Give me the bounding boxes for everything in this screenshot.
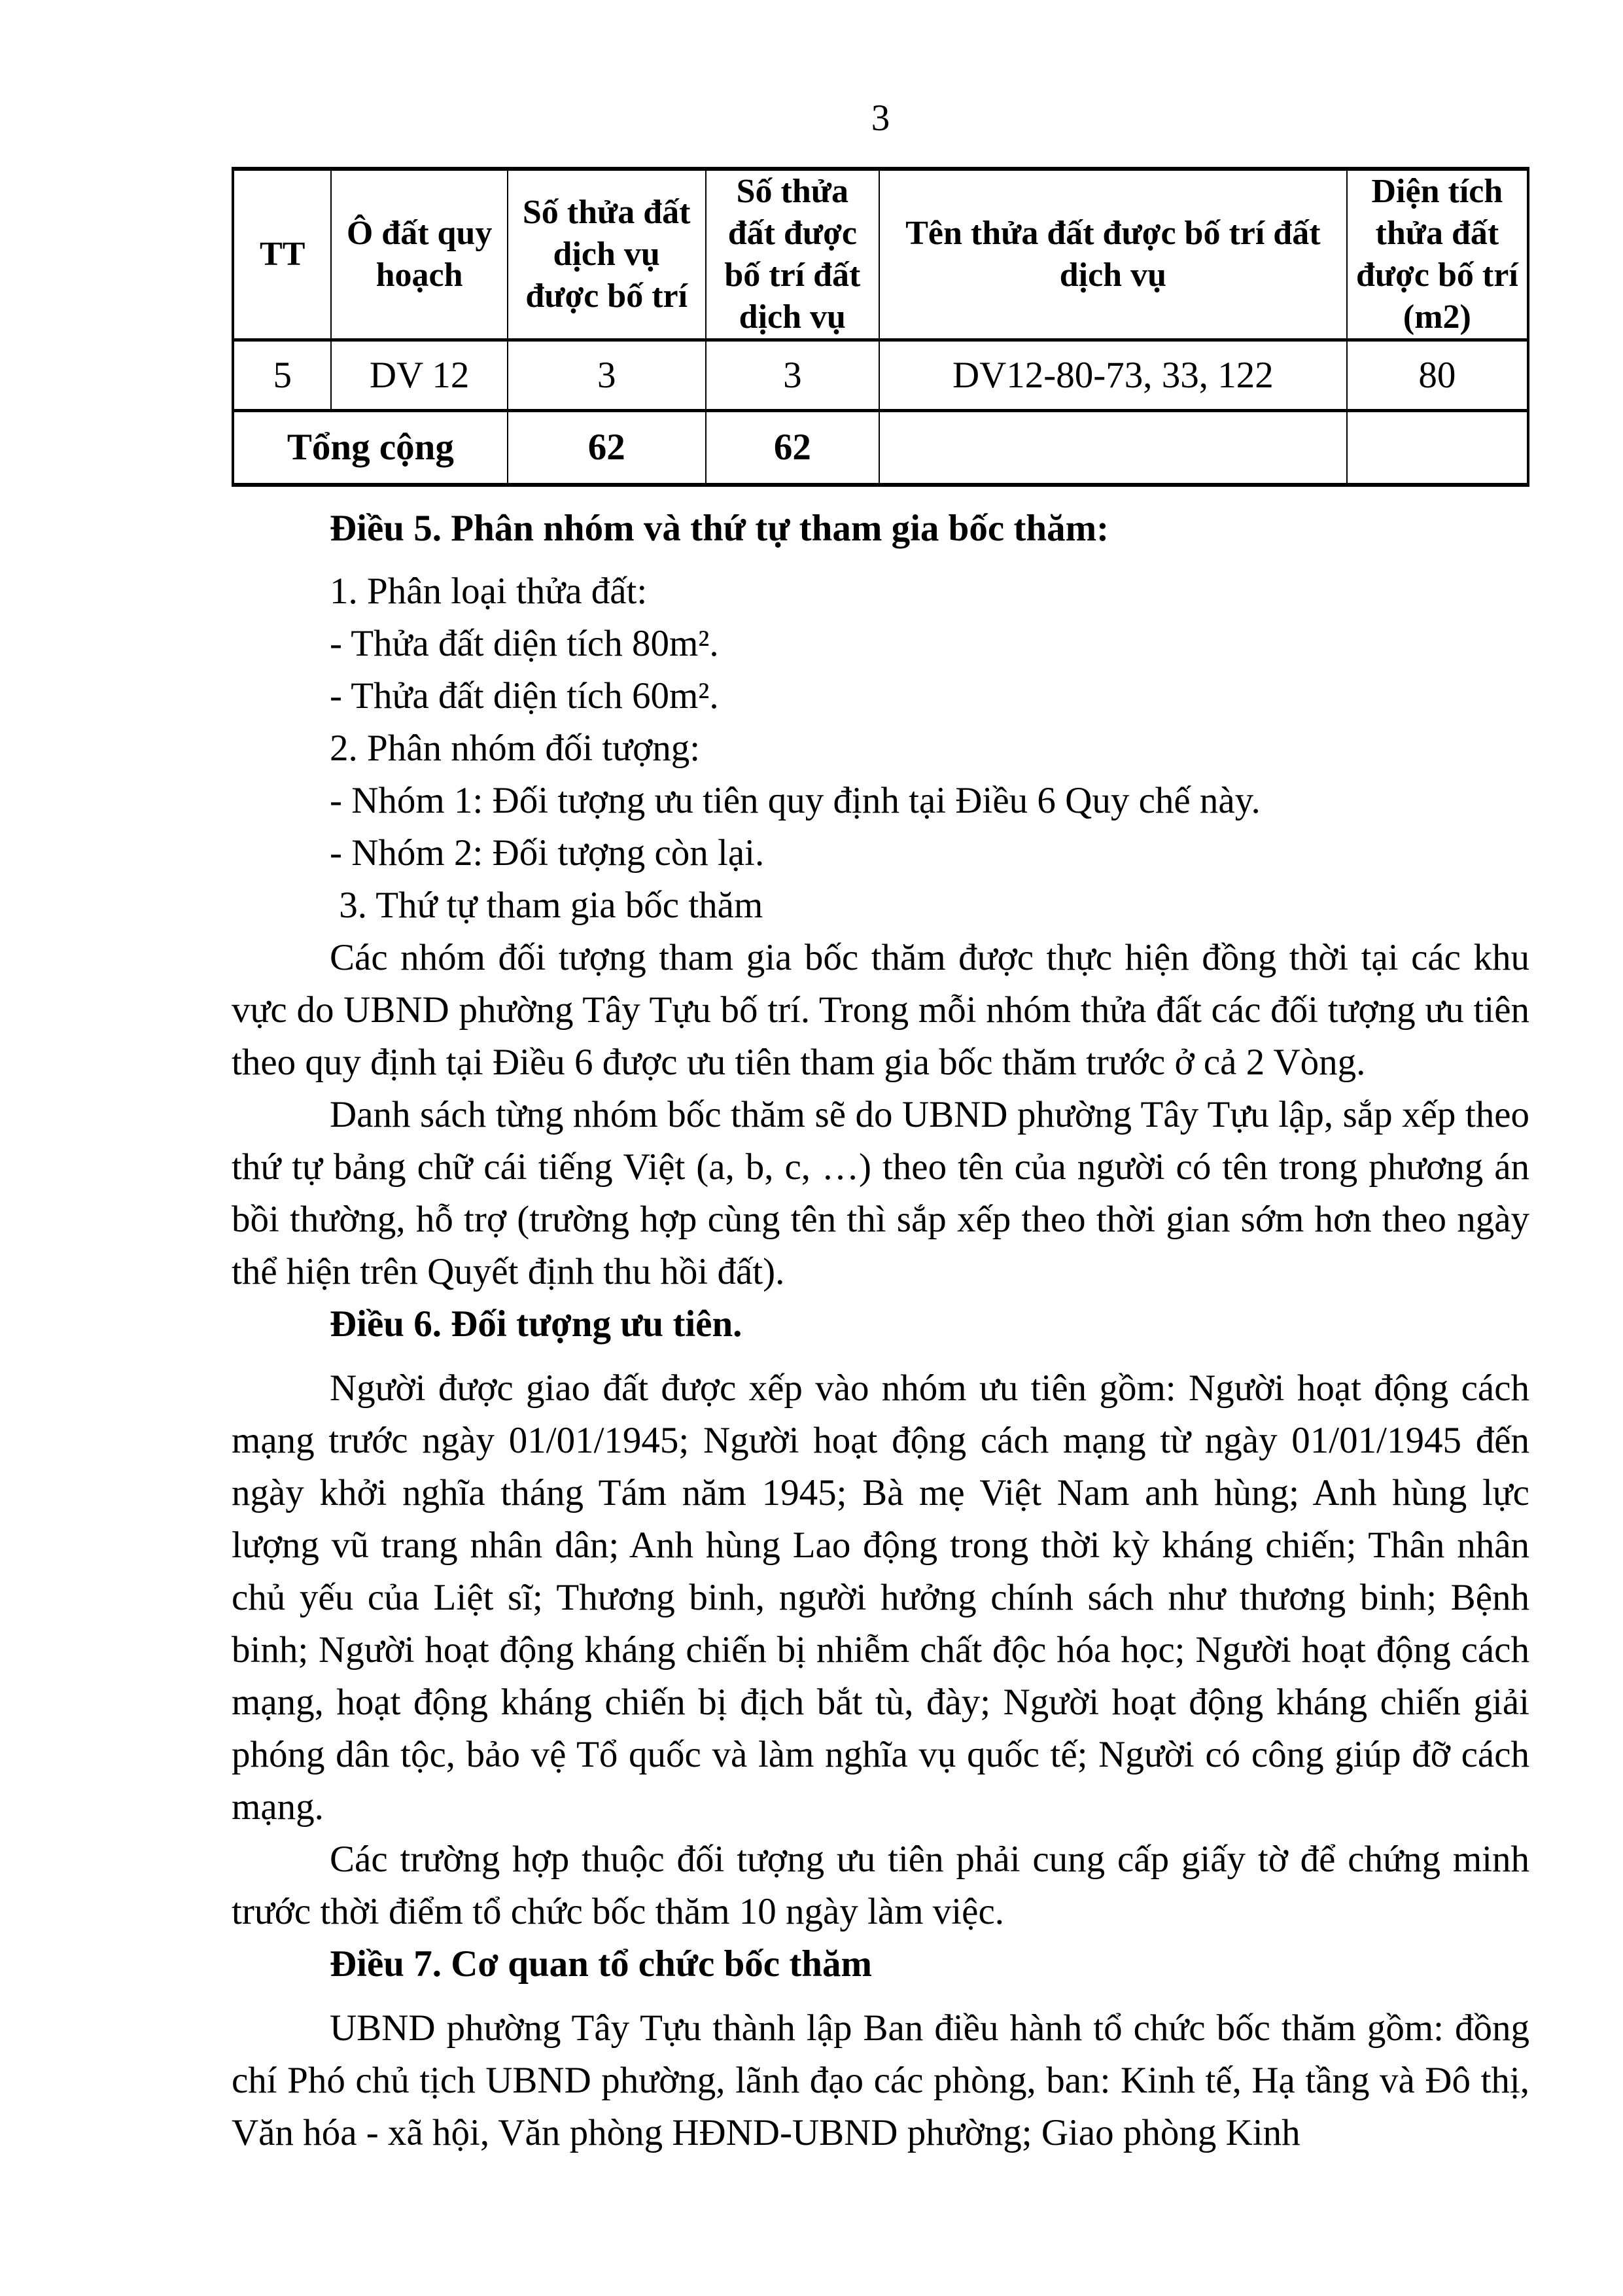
header-cell-o-dat-quy-hoach: Ô đất quy hoạch	[331, 169, 507, 340]
article-5-list	[330, 565, 1529, 932]
cell-o-dat-quy-hoach: DV 12	[331, 340, 507, 411]
article-5-item-1: 1. Phân loại thửa đất:	[330, 570, 648, 612]
article-5-item-5: - Nhóm 1: Đối tượng ưu tiên quy định tại Điều 6 Quy chế này.	[330, 779, 1261, 821]
article-5-item-2: - Thửa đất diện tích 80m².	[330, 622, 719, 664]
article-6-heading: Điều 6. Đối tượng ưu tiên.	[330, 1303, 742, 1345]
total-so-thua-dat-dich-vu: 62	[508, 411, 706, 485]
article-7-heading: Điều 7. Cơ quan tổ chức bốc thăm	[330, 1943, 872, 1985]
page-number: 3	[871, 97, 890, 139]
article-5-item-3: - Thửa đất diện tích 60m².	[330, 675, 719, 716]
article-7-paragraph-1: UBND phường Tây Tựu thành lập Ban điều hành tổ chức bốc thăm gồm: đồng chí Phó chủ tịch UBND phường, lãnh đạo các phòng, ban: Kinh tế, Hạ tầng và Đô thị, Văn hóa - xã hội, Văn phòng HĐND-UBND phường; Giao phòng Kinh	[232, 2007, 1529, 2153]
header-cell-dien-tich: Diện tích thửa đất được bố trí (m2)	[1347, 169, 1528, 340]
article-5-item-6: - Nhóm 2: Đối tượng còn lại.	[330, 832, 765, 874]
article-6-paragraph-2: Các trường hợp thuộc đối tượng ưu tiên phải cung cấp giấy tờ để chứng minh trước thời điểm tổ chức bốc thăm 10 ngày làm việc.	[232, 1838, 1529, 1932]
table-header-row	[233, 169, 1528, 340]
total-label: Tổng cộng	[233, 411, 508, 485]
total-so-thua-dat-duoc-bo-tri: 62	[706, 411, 879, 485]
total-empty-ten-thua-dat	[879, 411, 1347, 485]
table-row	[233, 340, 1528, 411]
cell-ten-thua-dat: DV12-80-73, 33, 122	[879, 340, 1347, 411]
total-empty-dien-tich	[1347, 411, 1528, 485]
cell-tt: 5	[233, 340, 331, 411]
header-cell-ten-thua-dat: Tên thửa đất được bố trí đất dịch vụ	[879, 169, 1347, 340]
header-cell-tt: TT	[233, 169, 331, 340]
document-body	[232, 96, 1529, 2159]
article-5-paragraph-1: Các nhóm đối tượng tham gia bốc thăm được thực hiện đồng thời tại các khu vực do UBND phường Tây Tựu bố trí. Trong mỗi nhóm thửa đất các đối tượng ưu tiên theo quy định tại Điều 6 được ưu tiên tham gia bốc thăm trước ở cả 2 Vòng.	[232, 936, 1529, 1083]
article-5-item-4: 2. Phân nhóm đối tượng:	[330, 727, 701, 769]
article-5-paragraph-2: Danh sách từng nhóm bốc thăm sẽ do UBND phường Tây Tựu lập, sắp xếp theo thứ tự bảng chữ cái tiếng Việt (a, b, c, …) theo tên của người có tên trong phương án bồi thường, hỗ trợ (trường hợp cùng tên thì sắp xếp theo thời gian sớm hơn theo ngày thể hiện trên Quyết định thu hồi đất).	[232, 1093, 1529, 1292]
table-total-row	[233, 411, 1528, 485]
article-5-item-7: 3. Thứ tự tham gia bốc thăm	[330, 884, 763, 926]
article-6-paragraph-1: Người được giao đất được xếp vào nhóm ưu tiên gồm: Người hoạt động cách mạng trước ngày 01/01/1945; Người hoạt động cách mạng từ ngày 01/01/1945 đến ngày khởi nghĩa tháng Tám năm 1945; Bà mẹ Việt Nam anh hùng; Anh hùng lực lượng vũ trang nhân dân; Anh hùng Lao động trong thời kỳ kháng chiến; Thân nhân chủ yếu của Liệt sĩ; Thương binh, người hưởng chính sách như thương binh; Bệnh binh; Người hoạt động kháng chiến bị nhiễm chất độc hóa học; Người hoạt động cách mạng, hoạt động kháng chiến bị địch bắt tù, đày; Người hoạt động kháng chiến giải phóng dân tộc, bảo vệ Tổ quốc và làm nghĩa vụ quốc tế; Người có công giúp đỡ cách mạng.	[232, 1367, 1529, 1828]
cell-dien-tich: 80	[1347, 340, 1528, 411]
land-plot-allocation-table	[232, 167, 1529, 487]
header-cell-so-thua-dat-dich-vu: Số thửa đất dịch vụ được bố trí	[508, 169, 706, 340]
cell-so-thua-dat-dich-vu: 3	[508, 340, 706, 411]
cell-so-thua-dat-duoc-bo-tri: 3	[706, 340, 879, 411]
article-5-heading: Điều 5. Phân nhóm và thứ tự tham gia bốc thăm:	[330, 507, 1109, 549]
header-cell-so-thua-dat-duoc-bo-tri: Số thửa đất được bố trí đất dịch vụ	[706, 169, 879, 340]
